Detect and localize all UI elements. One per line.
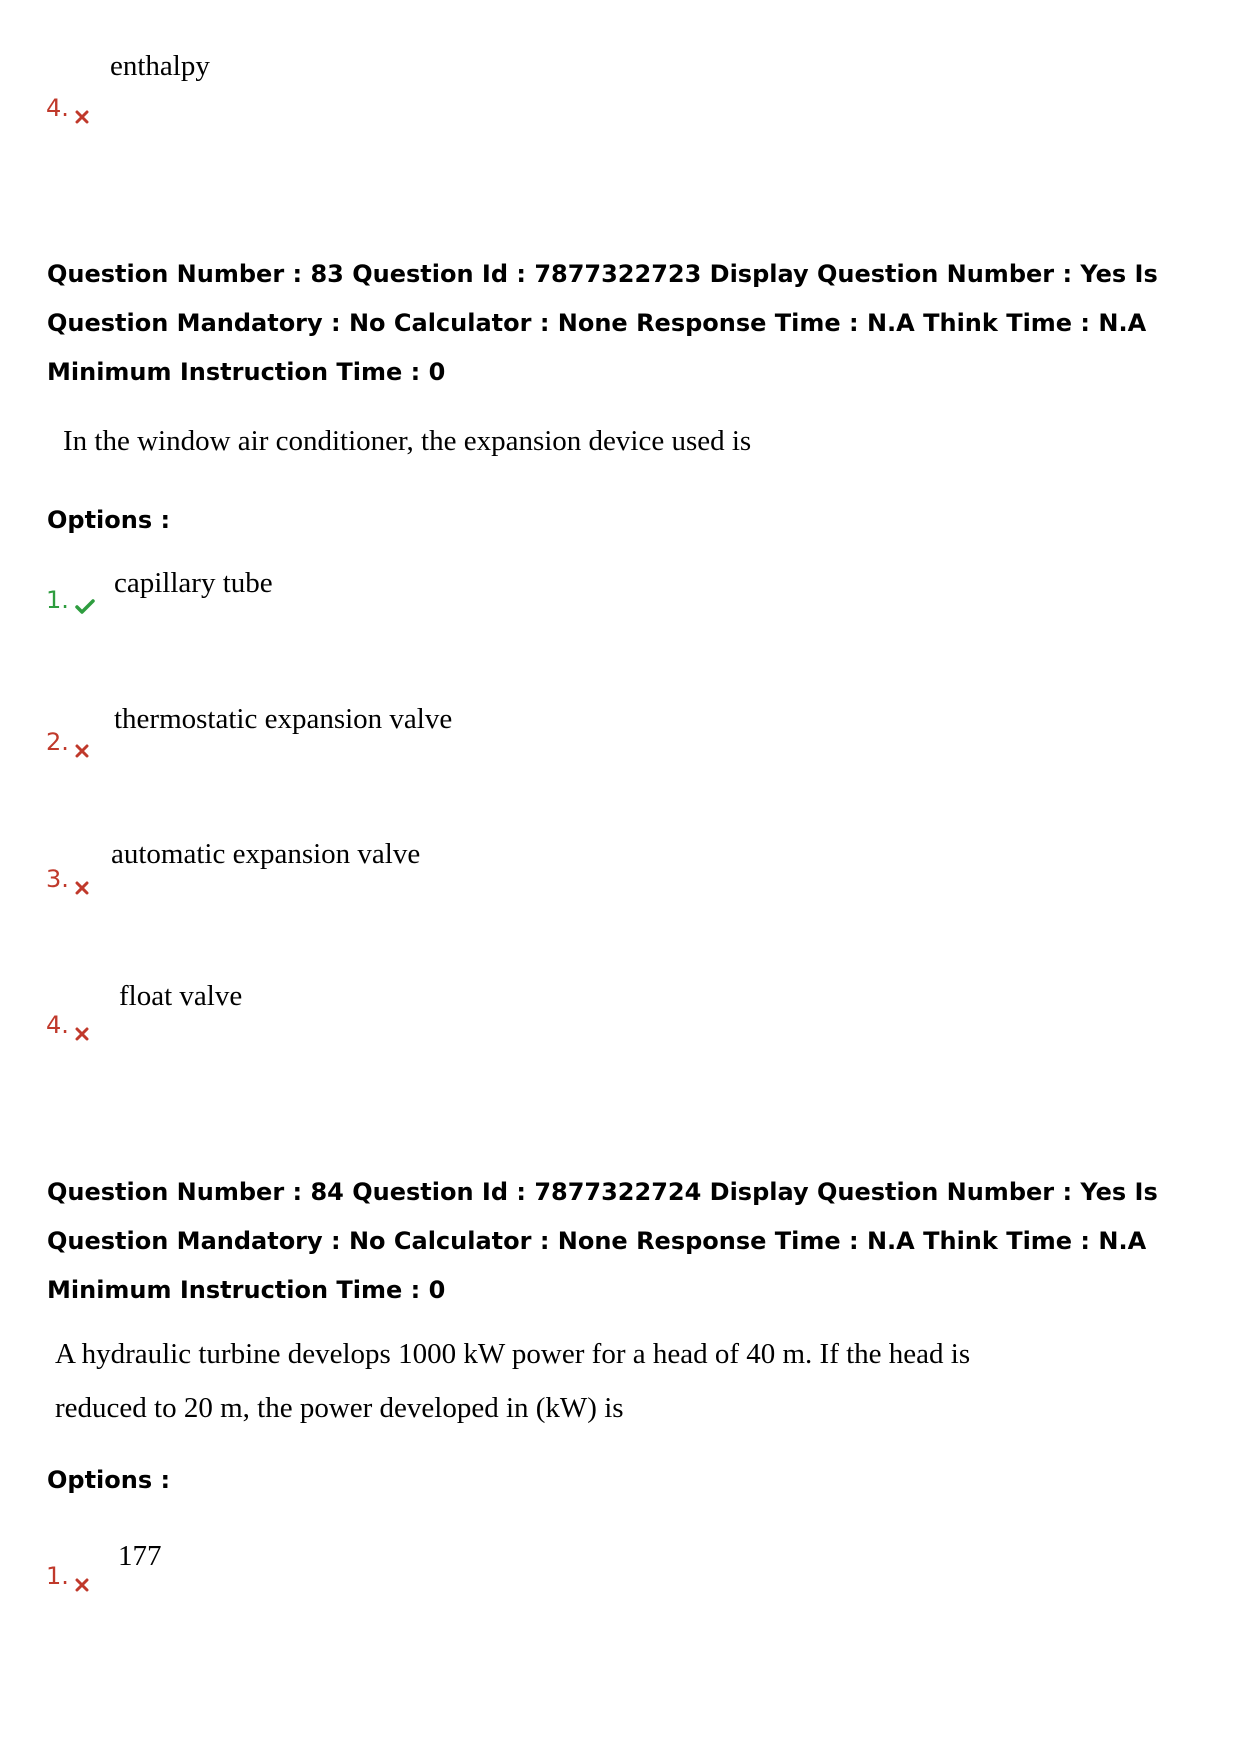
option-4-marker <box>46 94 89 122</box>
options-label: Options : <box>47 506 171 534</box>
cross-icon <box>75 873 89 887</box>
option-text: capillary tube <box>114 567 273 599</box>
question-84-text-line1: A hydraulic turbine develops 1000 kW power for a head of 40 m. If the head is <box>55 1338 971 1370</box>
check-icon <box>75 593 95 609</box>
option-text: 177 <box>118 1540 162 1572</box>
question-84-text-line2: reduced to 20 m, the power developed in (kW) is <box>55 1392 624 1424</box>
option-number: 1. <box>46 1562 69 1590</box>
question-83-text: In the window air conditioner, the expansion device used is <box>63 425 752 457</box>
option-number: 1. <box>46 586 69 614</box>
option-1-marker <box>46 586 95 614</box>
question-83-meta: Question Number : 83 Question Id : 7877322723 Display Question Number : Yes Is Question Mandatory : No Calculator : None Response Time : N.A Think Time : N.A Minimum Instruction Time : 0 <box>47 260 1158 386</box>
option-2-marker <box>46 728 89 756</box>
option-3-marker <box>46 865 89 893</box>
option-number: 2. <box>46 728 69 756</box>
option-number: 4. <box>46 1011 69 1039</box>
option-text: enthalpy <box>110 50 210 82</box>
option-text: float valve <box>119 980 243 1012</box>
cross-icon <box>75 1570 89 1584</box>
option-number: 4. <box>46 94 69 122</box>
cross-icon <box>75 1019 89 1033</box>
option-4-marker <box>46 1011 89 1039</box>
cross-icon <box>75 102 89 116</box>
option-number: 3. <box>46 865 69 893</box>
option-1-marker <box>46 1562 89 1590</box>
question-84-meta: Question Number : 84 Question Id : 7877322724 Display Question Number : Yes Is Question Mandatory : No Calculator : None Response Time : N.A Think Time : N.A Minimum Instruction Time : 0 <box>47 1178 1158 1304</box>
option-text: automatic expansion valve <box>111 838 421 870</box>
options-label: Options : <box>47 1466 171 1494</box>
option-text: thermostatic expansion valve <box>114 703 453 735</box>
cross-icon <box>75 736 89 750</box>
